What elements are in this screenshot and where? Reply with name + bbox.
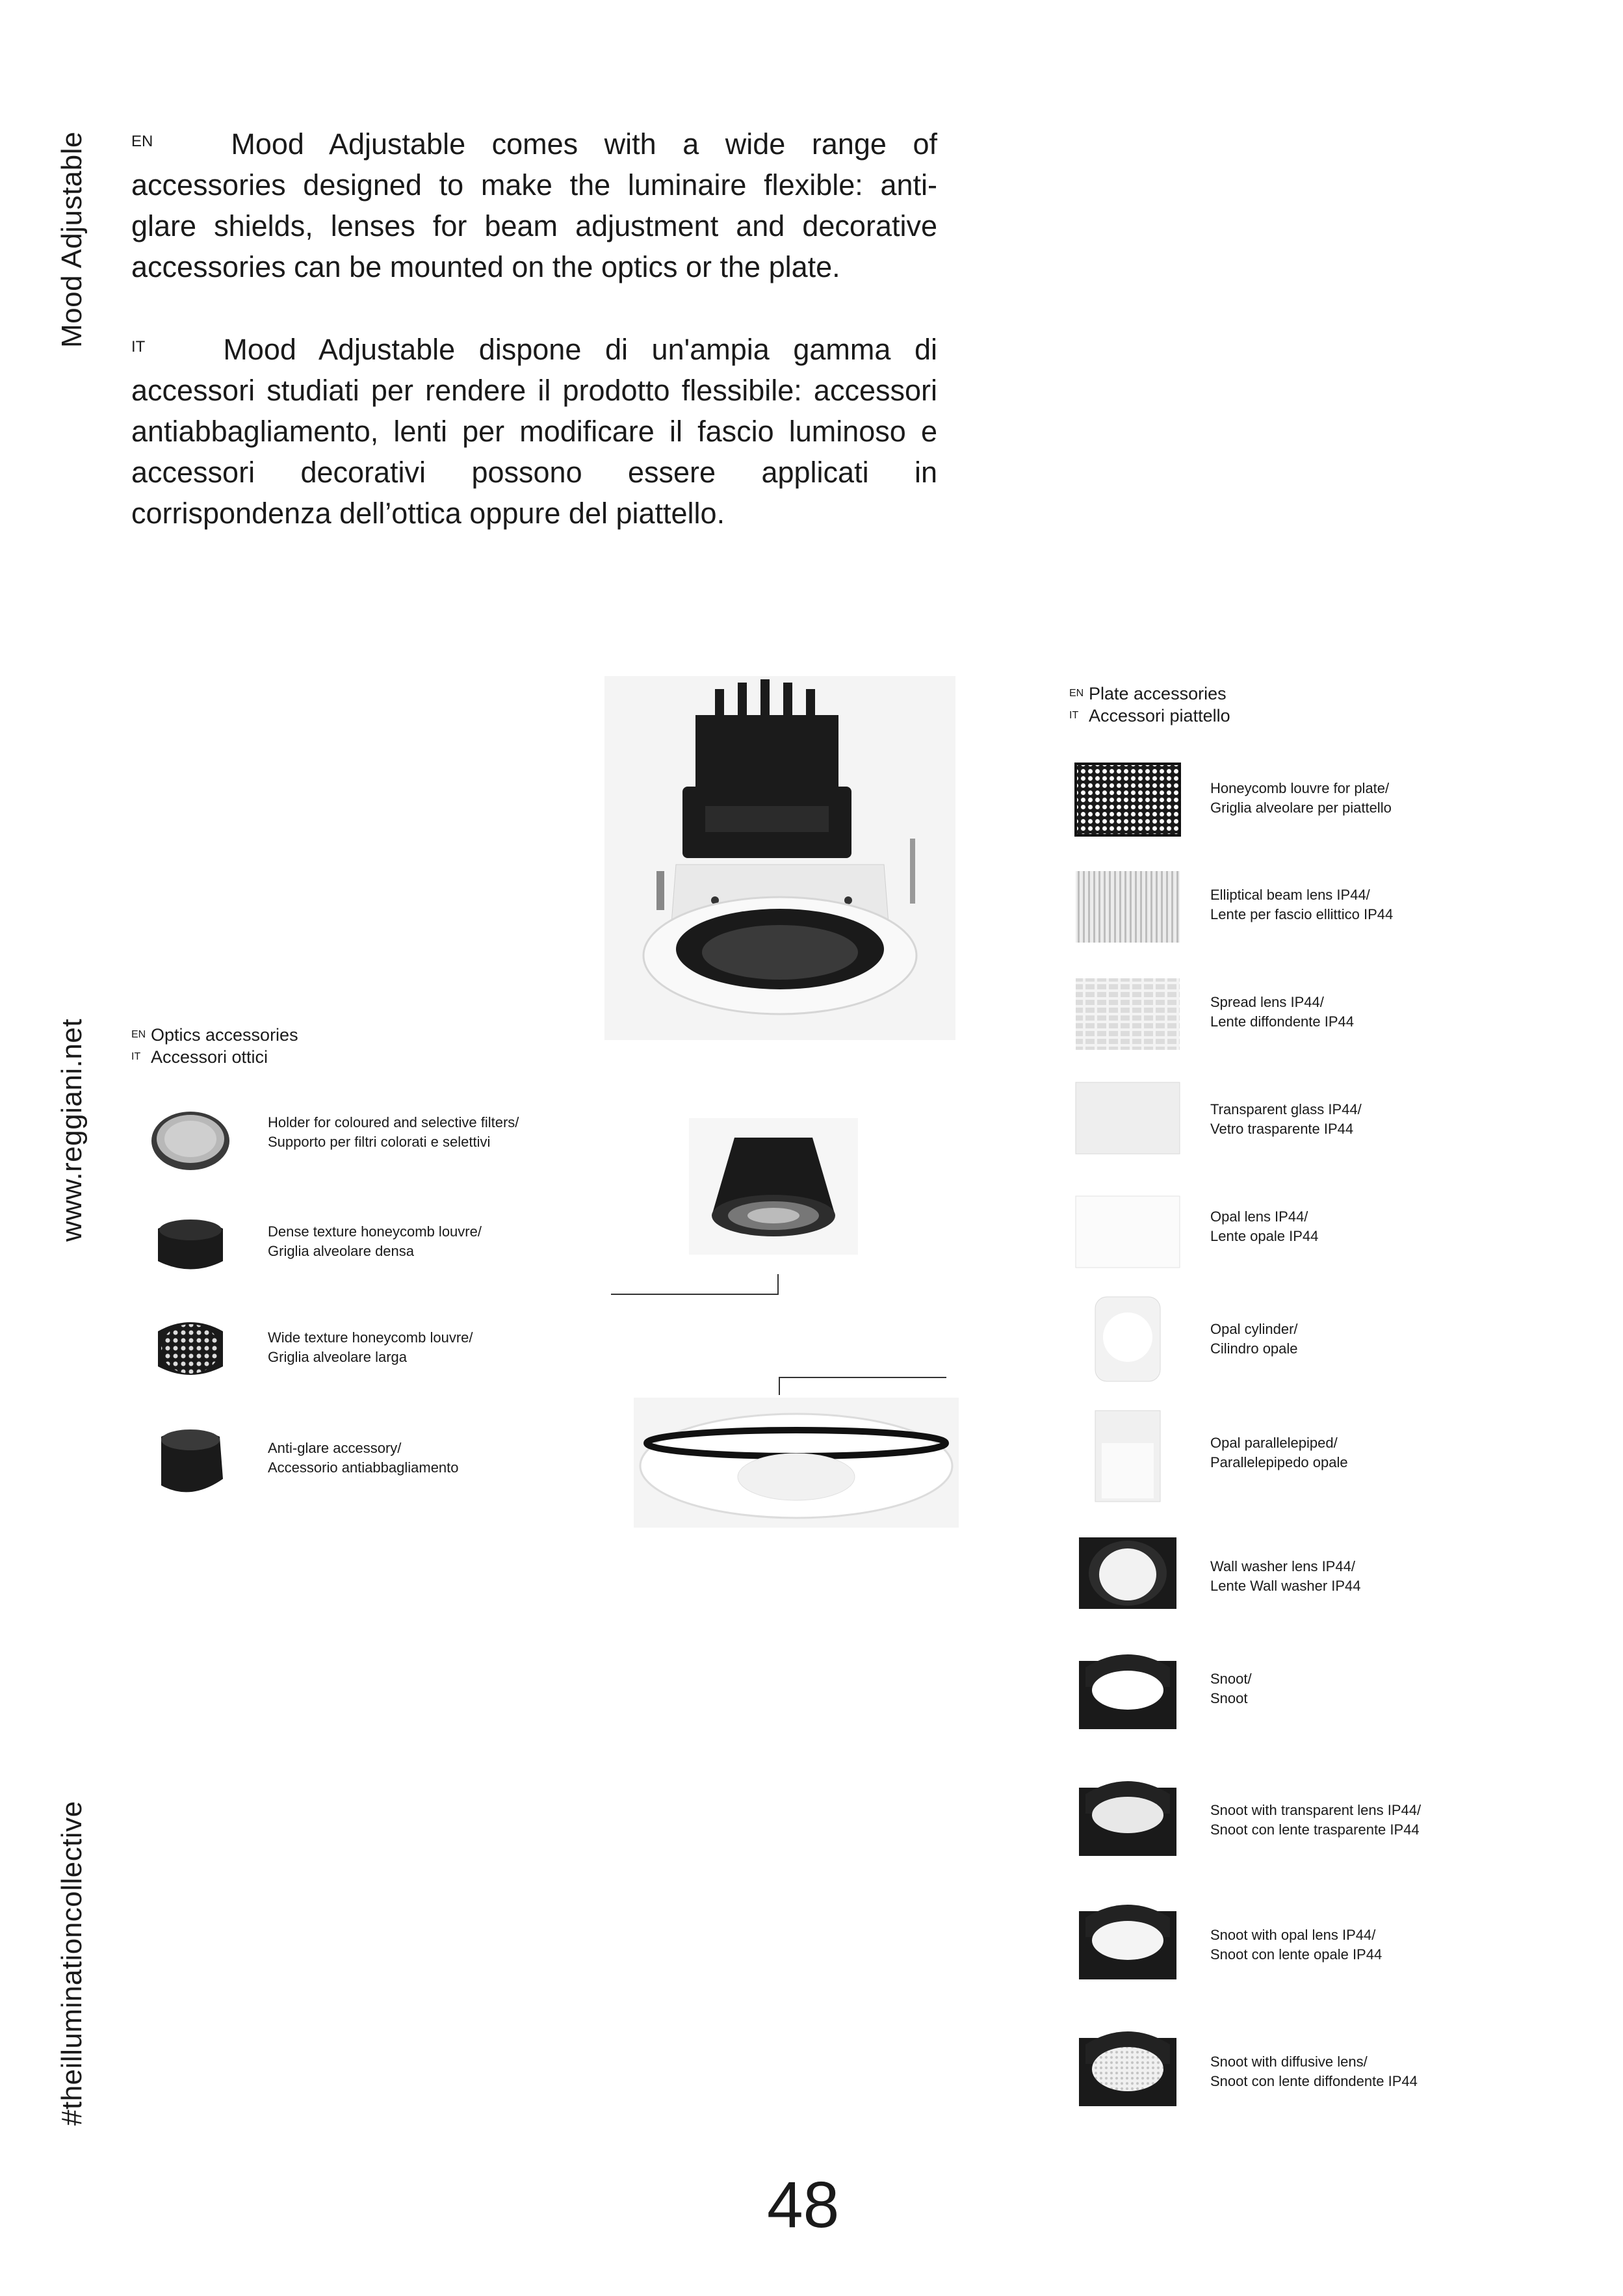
page-number: 48 bbox=[767, 2169, 840, 2241]
plate-it-title: Accessori piattello bbox=[1089, 706, 1230, 725]
luminaire-main-image bbox=[604, 676, 955, 1040]
optics-it-tag: IT bbox=[131, 1051, 141, 1062]
snoot-icon bbox=[1072, 1641, 1183, 1732]
opal-cylinder-icon bbox=[1085, 1290, 1170, 1388]
plate-heading bbox=[1069, 683, 1230, 727]
wide-louvre-icon bbox=[148, 1313, 233, 1385]
plate-caption-7: Wall washer lens IP44/ Lente Wall washer IP44 bbox=[1210, 1558, 1361, 1594]
plate-caption-6: Opal parallelepiped/ Parallelepipedo opale bbox=[1210, 1435, 1348, 1470]
plate-caption-4: Opal lens IP44/ Lente opale IP44 bbox=[1210, 1208, 1319, 1244]
intro-it bbox=[131, 329, 937, 534]
intro-en-text: Mood Adjustable comes with a wide range of accessories designed to make the luminaire flexible: anti-glare shields, lenses for beam adjustment and decorative accessories can be mounted on the optics or the plate. bbox=[131, 127, 937, 283]
side-label-hashtag: #theilluminationcollective bbox=[56, 1801, 88, 2126]
side-label-product: Mood Adjustable bbox=[56, 131, 88, 348]
plate-en-tag: EN bbox=[1069, 688, 1084, 699]
opal-lens-icon bbox=[1072, 1193, 1183, 1271]
snoot-transparent-icon bbox=[1072, 1768, 1183, 1859]
plate-caption-9: Snoot with transparent lens IP44/ Snoot con lente trasparente IP44 bbox=[1210, 1802, 1422, 1838]
dense-louvre-icon bbox=[148, 1209, 233, 1281]
transparent-glass-icon bbox=[1072, 1079, 1183, 1157]
leader-line-optics-h bbox=[611, 1294, 779, 1295]
plate-caption-11: Snoot with diffusive lens/ Snoot con lente diffondente IP44 bbox=[1210, 2054, 1418, 2089]
intro-en bbox=[131, 124, 937, 287]
plate-caption-5: Opal cylinder/ Cilindro opale bbox=[1210, 1321, 1298, 1357]
plate-image bbox=[634, 1398, 959, 1528]
plate-caption-8: Snoot/ Snoot bbox=[1210, 1671, 1252, 1706]
plate-en-title: Plate accessories bbox=[1089, 684, 1227, 703]
anti-glare-icon bbox=[148, 1424, 233, 1502]
plate-honeycomb-icon bbox=[1072, 761, 1183, 839]
snoot-diffusive-icon bbox=[1072, 2018, 1183, 2109]
opal-parallelepiped-icon bbox=[1085, 1407, 1170, 1505]
plate-it-tag: IT bbox=[1069, 710, 1079, 721]
leader-line-plate-v bbox=[779, 1377, 780, 1395]
filter-holder-icon bbox=[148, 1105, 233, 1177]
intro-it-text: Mood Adjustable dispone di un'ampia gamma di accessori studiati per rendere il prodotto flessibile: accessori antiabbagliamento, lenti per modificare il fascio luminoso e accessori decorativi possono essere applicati in corrispondenza dell’ottica oppure del piattello. bbox=[131, 333, 937, 530]
leader-line-plate-h bbox=[779, 1377, 946, 1378]
plate-caption-0: Honeycomb louvre for plate/ Griglia alveolare per piattello bbox=[1210, 780, 1392, 816]
intro-en-tag: EN bbox=[131, 133, 153, 150]
optics-en-tag: EN bbox=[131, 1029, 146, 1040]
optics-assembly-image bbox=[689, 1118, 858, 1255]
optics-it-title: Accessori ottici bbox=[151, 1047, 268, 1067]
plate-caption-1: Elliptical beam lens IP44/ Lente per fascio ellittico IP44 bbox=[1210, 887, 1394, 922]
plate-caption-3: Transparent glass IP44/ Vetro trasparente IP44 bbox=[1210, 1101, 1362, 1137]
leader-line-optics-v bbox=[777, 1274, 779, 1295]
optics-heading bbox=[131, 1024, 298, 1068]
side-label-website[interactable]: www.reggiani.net bbox=[56, 1018, 88, 1242]
spread-lens-icon bbox=[1072, 975, 1183, 1053]
plate-caption-10: Snoot with opal lens IP44/ Snoot con lente opale IP44 bbox=[1210, 1927, 1383, 1963]
snoot-opal-icon bbox=[1072, 1892, 1183, 1983]
optics-caption-1: Dense texture honeycomb louvre/ Griglia alveolare densa bbox=[268, 1223, 482, 1259]
optics-caption-2: Wide texture honeycomb louvre/ Griglia alveolare larga bbox=[268, 1329, 473, 1365]
optics-caption-0: Holder for coloured and selective filters/ Supporto per filtri colorati e selettivi bbox=[268, 1114, 519, 1150]
optics-en-title: Optics accessories bbox=[151, 1025, 298, 1045]
plate-caption-2: Spread lens IP44/ Lente diffondente IP44 bbox=[1210, 994, 1355, 1030]
elliptical-lens-icon bbox=[1072, 868, 1183, 946]
intro-it-tag: IT bbox=[131, 338, 146, 356]
optics-caption-3: Anti-glare accessory/ Accessorio antiabbagliamento bbox=[268, 1440, 459, 1476]
wall-washer-icon bbox=[1072, 1528, 1183, 1612]
